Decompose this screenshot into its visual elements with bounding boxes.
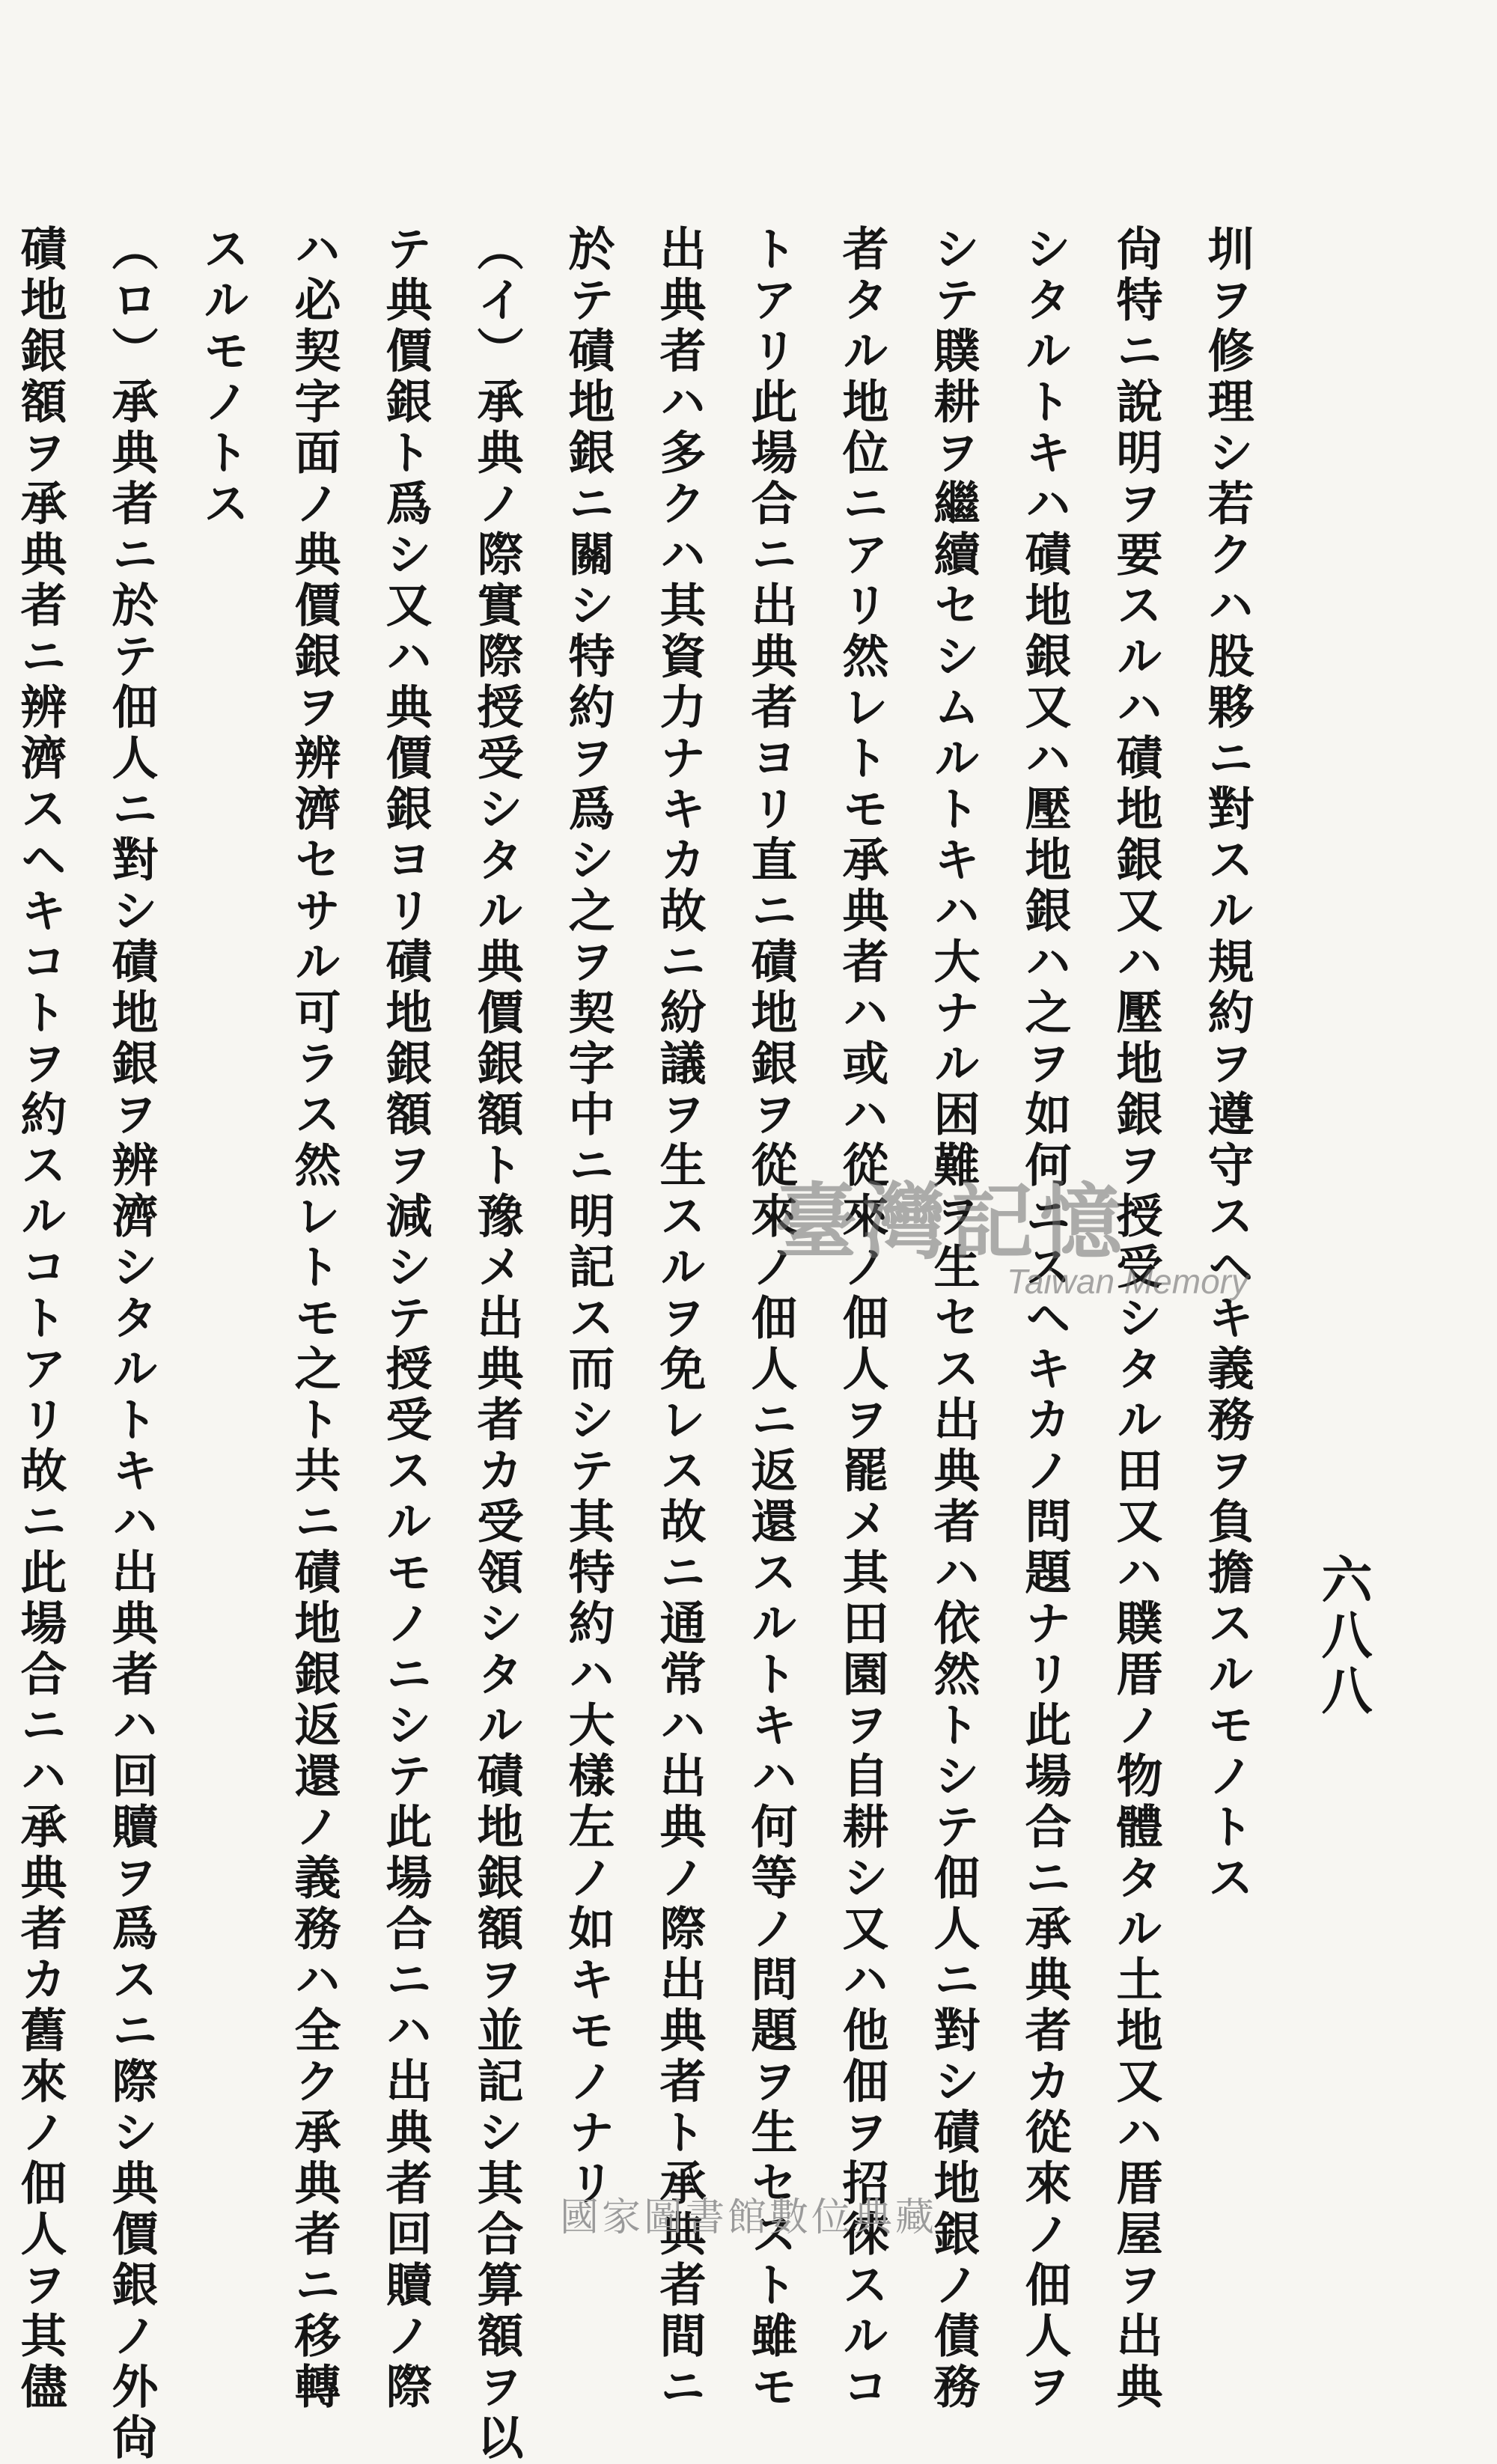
column-text: 出典者ハ多クハ其資力ナキカ故ニ紛議ヲ生スルヲ免レス故ニ通常ハ出典ノ際出典者ト承典者間ニ [652,225,707,2413]
column-text: （イ）承典ノ際實際授受シタル典價銀額ト豫メ出典者カ受領シタル磧地銀額ヲ並記シ其合算額ヲ以 [469,225,524,2464]
text-column [633,225,707,2464]
text-column [85,225,159,2464]
column-text: 者タル地位ニアリ然レトモ承典者ハ或ハ從來ノ佃人ヲ罷メ其田園ヲ自耕シ又ハ他佃ヲ招徠スルコ [835,225,889,2413]
page-number: 六八八 [1313,1553,1373,1719]
watermark-logo-chinese: 臺灣記憶 [775,1174,1128,1270]
column-text: スルモノトス [195,225,250,530]
column-text: 尙特ニ說明ヲ要スルハ磧地銀又ハ壓地銀ヲ授受シタル田又ハ贌厝ノ物體タル土地又ハ厝屋ヲ出典 [1109,225,1163,2413]
text-column [1181,225,1254,2464]
text-column [177,225,250,2464]
text-column [816,225,889,2464]
text-column [1090,225,1163,2464]
text-column [542,225,615,2464]
text-column [359,225,433,2464]
column-text: ハ必契字面ノ典價銀ヲ辨濟セサル可ラス然レトモ之ト共ニ磧地銀返還ノ義務ハ全ク承典者ニ移轉 [287,225,341,2413]
text-column [725,225,798,2464]
text-column [0,225,67,2464]
text-column [268,225,341,2464]
text-column [451,225,524,2464]
footer-collection-credit: 國家圖書館數位典藏 [559,2195,937,2240]
text-column [998,225,1072,2464]
column-text: シタルトキハ磧地銀又ハ壓地銀ハ之ヲ如何ニスヘキカノ問題ナリ此場合ニ承典者カ從來ノ佃人ヲ [1017,225,1072,2413]
body-text [0,225,1254,2464]
text-column [907,225,981,2464]
column-text: シテ贌耕ヲ繼續セシムルトキハ大ナル困難ヲ生セス出典者ハ依然トシテ佃人ニ對シ磧地銀ノ債務 [926,225,981,2413]
column-text: （ロ）承典者ニ於テ佃人ニ對シ磧地銀ヲ辨濟シタルトキハ出典者ハ回贖ヲ爲スニ際シ典價銀ノ外尙 [104,225,159,2464]
column-text: 圳ヲ修理シ若クハ股夥ニ對スル規約ヲ遵守スヘキ義務ヲ負擔スルモノトス [1200,225,1254,1904]
column-text: テ典價銀ト爲シ又ハ典價銀ヨリ磧地銀額ヲ減シテ授受スルモノニシテ此場合ニハ出典者回贖ノ際 [378,225,433,2413]
column-text: トアリ此場合ニ出典者ヨリ直ニ磧地銀ヲ從來ノ佃人ニ返還スルトキハ何等ノ問題ヲ生セスト雖モ [743,225,798,2413]
column-text: 磧地銀額ヲ承典者ニ辨濟スヘキコトヲ約スルコトアリ故ニ此場合ニハ承典者カ舊來ノ佃人ヲ其儘 [13,225,67,2413]
watermark-logo-english: Taiwan Memory [1007,1262,1248,1301]
column-text: 於テ磧地銀ニ關シ特約ヲ爲シ之ヲ契字中ニ明記ス而シテ其特約ハ大樣左ノ如キモノナリ [561,225,615,2210]
